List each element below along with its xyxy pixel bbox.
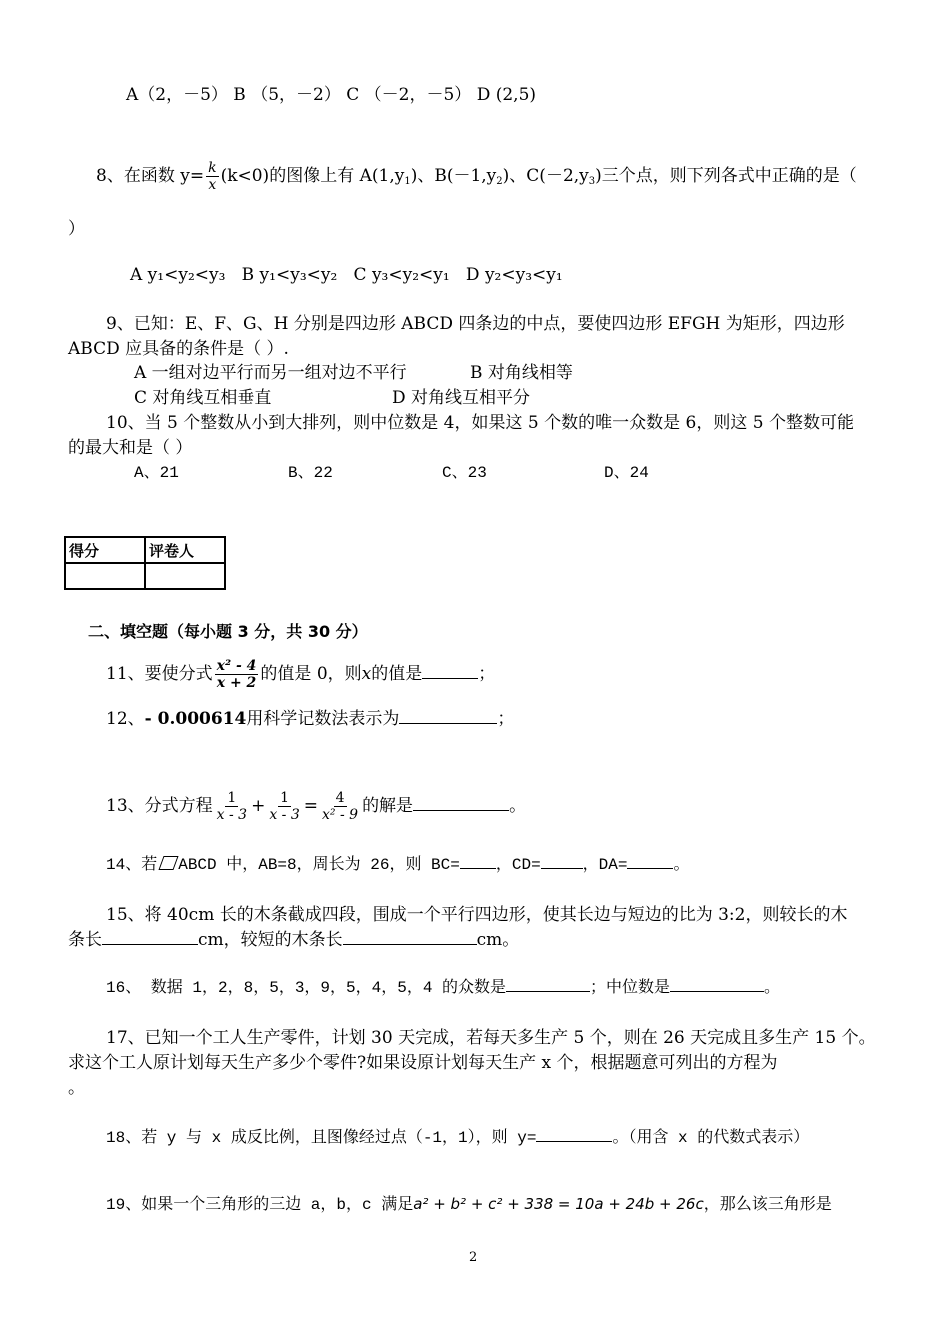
q8-options (130, 264, 563, 286)
q18: 18、若 y 与 x 成反比例，且图像经过点（-1，1），则 y= 。（用含 x 的代数式表示） (106, 1129, 810, 1147)
q9-option-d: D 对角线互相平分 (392, 388, 531, 408)
grader-header: 评卷人 (145, 537, 225, 563)
q16: 16、 数据 1，2，8，5，3，9，5，4，5，4 的众数是 ；中位数是 。 (106, 979, 781, 997)
q9-option-b: B 对角线相等 (470, 363, 573, 383)
q15-short-blank[interactable] (343, 944, 477, 945)
q9-option-a: A 一组对边平行而另一组对边不平行 (134, 363, 407, 383)
q15-line1: 15、将 40cm 长的木条截成四段，围成一个平行四边形，使其长边与短边的比为 3:2，则较长的木 (106, 905, 848, 925)
q14-da-blank[interactable] (627, 868, 673, 869)
grader-cell[interactable] (145, 563, 225, 589)
q9-line1: 9、已知：E、F、G、H 分别是四边形 ABCD 四条边的中点，要使四边形 EFGH 为矩形，四边形 (106, 314, 845, 334)
q11: 11、要使分式 $\frac{\text{x² - 4}}{x + 2}$ 的值是 0，则x的值是 ； (106, 658, 496, 691)
q11-answer-blank[interactable] (422, 678, 478, 679)
q8-option-b: B y₁<y₃<y₂ (241, 265, 338, 285)
q10-option-d: D、24 (604, 464, 649, 482)
q9-line2: ABCD 应具备的条件是（ ）. (68, 339, 289, 359)
score-cell[interactable] (65, 563, 145, 589)
score-header: 得分 (65, 537, 145, 563)
section-title: 二、填空题（每小题 3 分，共 30 分） (88, 622, 368, 641)
q19-equation: a² + b² + c² + 338 = 10a + 24b + 26c (413, 1195, 704, 1213)
q12-answer-blank[interactable] (399, 723, 497, 724)
q14: 14、若 ABCD 中，AB=8，周长为 26，则 BC= ，CD= ，DA= 。 (106, 856, 690, 874)
q8-close: ） (68, 219, 85, 239)
q10-option-b: B、22 (288, 464, 333, 482)
q8-fraction: $\frac{k}{x}$ (208, 160, 217, 193)
q9-option-c: C 对角线互相垂直 (134, 388, 272, 408)
q14-bc-blank[interactable] (460, 868, 496, 869)
q17-line1: 17、已知一个工人生产零件，计划 30 天完成，若每天多生产 5 个，则在 26 天完成且多生产 15 个。 (106, 1028, 876, 1048)
q13-fraction-1: $\frac{1}{x - 3}$ (216, 790, 248, 823)
q8-prefix: 8、在函数 y= (96, 166, 205, 186)
q13: 13、分式方程 $\frac{1}{x - 3}$ + $\frac{1}{x - 3}$ = $\frac{4}{\text{x² - 9}}$ 的解是 。 (106, 790, 527, 823)
q13-fraction-2: $\frac{1}{x - 3}$ (269, 790, 300, 823)
q15-long-blank[interactable] (102, 944, 198, 945)
q15-line2: 条长 cm，较短的木条长 cm。 (68, 930, 520, 950)
q13-answer-blank[interactable] (413, 810, 509, 811)
q13-fraction-3: $\frac{4}{\text{x² - 9}}$ (322, 790, 359, 823)
q17-line3: 。 (68, 1078, 85, 1098)
q19: 19、如果一个三角形的三边 a，b，c 满足a² + b² + c² + 338 = 10a + 24b + 26c，那么该三角形是 (106, 1195, 832, 1214)
q8-option-d: D y₂<y₃<y₁ (465, 265, 563, 285)
q7-options: A（2，－5） B （5，－2） C （－2，－5） D (2,5) (126, 85, 537, 105)
q12: 12、- 0.000614用科学记数法表示为 ； (106, 709, 515, 729)
q8-option-c: C y₃<y₂<y₁ (353, 265, 450, 285)
q11-fraction: $\frac{\text{x² - 4}}{x + 2}$ (216, 658, 257, 691)
q18-answer-blank[interactable] (536, 1141, 612, 1142)
q8-stem: 8、在函数 y= $\frac{k}{x}$ (k<0)的图像上有 $A(1,y_1)$、$B(-1,y_2)$、$C(-2,y_3)$三个点，则下列各式中正确的是（ (96, 160, 857, 193)
q10-line1: 10、当 5 个整数从小到大排列，则中位数是 4，如果这 5 个数的唯一众数是 6，则这 5 个整数可能 (106, 413, 854, 433)
q16-median-blank[interactable] (670, 991, 764, 992)
parallelogram-icon (159, 856, 179, 870)
q10-line2: 的最大和是（ ） (68, 438, 193, 458)
q8-option-a: A y₁<y₂<y₃ (130, 265, 226, 285)
q14-cd-blank[interactable] (541, 868, 583, 869)
q10-option-c: C、23 (442, 464, 487, 482)
q10-option-a: A、21 (134, 464, 179, 482)
page-number: 2 (469, 1250, 478, 1265)
q17-line2: 求这个工人原计划每天生产多少个零件?如果设原计划每天生产 x 个，根据题意可列出的方程为 (68, 1053, 778, 1073)
score-table (64, 536, 226, 590)
q16-mode-blank[interactable] (506, 991, 590, 992)
